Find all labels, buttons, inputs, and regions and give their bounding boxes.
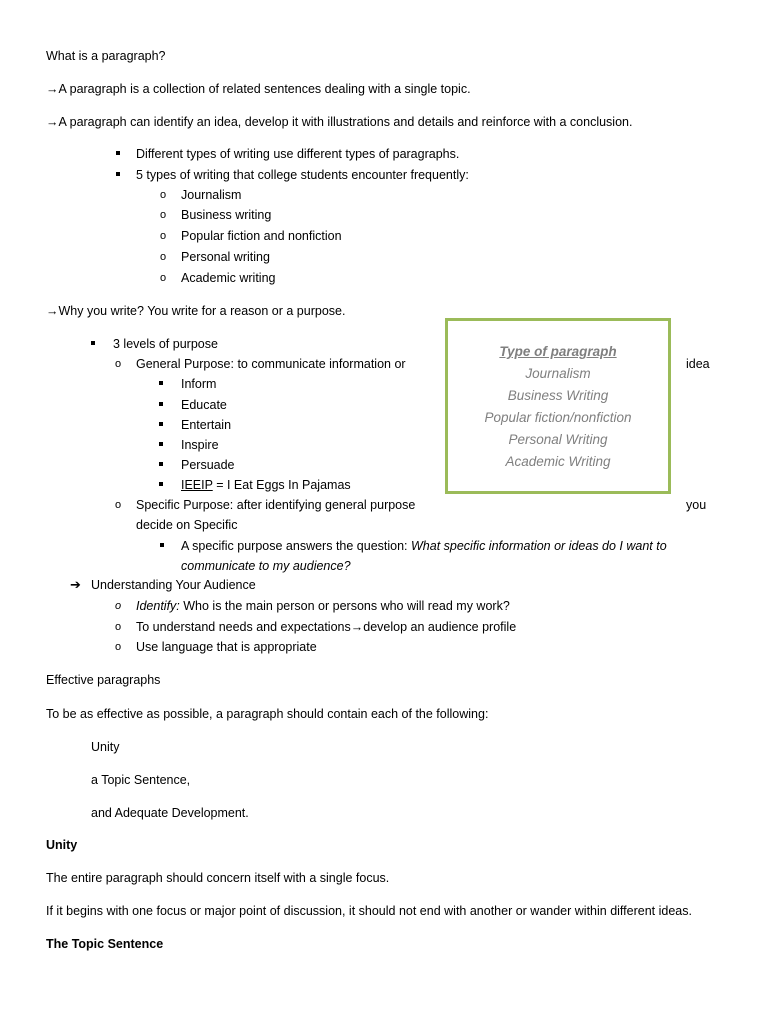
square-bullet-icon bbox=[116, 151, 120, 155]
list-item-ieeip: IEEIP = I Eat Eggs In Pajamas bbox=[181, 478, 351, 492]
general-purpose-end: idea bbox=[686, 357, 710, 371]
square-bullet-icon bbox=[116, 172, 120, 176]
list-item: Educate bbox=[181, 398, 227, 412]
list-item: Persuade bbox=[181, 458, 235, 472]
identify-item: Identify: Who is the main person or persons who will read my work? bbox=[136, 599, 510, 613]
list-item: Personal writing bbox=[181, 250, 270, 264]
specific-purpose-cont: decide on Specific bbox=[136, 518, 238, 532]
circle-bullet-icon: o bbox=[115, 621, 122, 633]
language-item: Use language that is appropriate bbox=[136, 640, 317, 654]
list-item: Entertain bbox=[181, 418, 232, 432]
circle-bullet-icon: o bbox=[115, 600, 122, 612]
circle-bullet-icon: o bbox=[160, 251, 167, 263]
circle-bullet-icon: o bbox=[160, 189, 167, 201]
effective-item: a Topic Sentence, bbox=[91, 773, 191, 787]
specific-answer: A specific purpose answers the question: What specific information or ideas do I want to bbox=[181, 539, 667, 553]
square-bullet-icon bbox=[159, 462, 163, 466]
unity-heading: Unity bbox=[46, 838, 78, 852]
effective-heading: Effective paragraphs bbox=[46, 673, 161, 687]
bullet-item: Different types of writing use different types of paragraphs. bbox=[136, 147, 460, 161]
square-bullet-icon bbox=[91, 341, 95, 345]
type-box-title: Type of paragraph bbox=[499, 344, 617, 359]
circle-bullet-icon: o bbox=[115, 358, 122, 370]
list-item: Business writing bbox=[181, 208, 272, 222]
specific-purpose-end: you bbox=[686, 498, 707, 512]
audience-heading: Understanding Your Audience bbox=[91, 578, 256, 592]
effective-intro: To be as effective as possible, a paragraph should contain each of the following: bbox=[46, 707, 489, 721]
type-box-item: Personal Writing bbox=[508, 432, 608, 447]
unity-paragraph: The entire paragraph should concern itself with a single focus. bbox=[46, 871, 390, 885]
arrow-right-icon: → bbox=[46, 304, 59, 318]
circle-bullet-icon: o bbox=[160, 209, 167, 221]
list-item: Academic writing bbox=[181, 271, 276, 285]
specific-answer-cont: communicate to my audience? bbox=[181, 559, 351, 573]
section-question: What is a paragraph? bbox=[46, 49, 166, 63]
needs-item: To understand needs and expectations→develop an audience profile bbox=[136, 620, 517, 634]
circle-bullet-icon: o bbox=[160, 230, 167, 242]
type-box-item: Business Writing bbox=[507, 388, 609, 403]
arrow-right-icon: → bbox=[350, 620, 364, 634]
list-item: Popular fiction and nonfiction bbox=[181, 229, 342, 243]
bullet-item: 5 types of writing that college students encounter frequently: bbox=[136, 168, 469, 182]
square-bullet-icon bbox=[159, 422, 163, 426]
square-bullet-icon bbox=[160, 543, 164, 547]
square-bullet-icon bbox=[159, 381, 163, 385]
arrow-right-icon: → bbox=[46, 82, 59, 96]
circle-bullet-icon: o bbox=[115, 499, 122, 511]
square-bullet-icon bbox=[159, 482, 163, 486]
square-bullet-icon bbox=[159, 402, 163, 406]
list-item: Inform bbox=[181, 377, 217, 391]
type-of-paragraph-box bbox=[445, 318, 671, 494]
general-purpose: General Purpose: to communicate information or bbox=[136, 357, 406, 371]
arrow-right-icon: → bbox=[46, 115, 59, 129]
type-box-item: Academic Writing bbox=[505, 454, 611, 469]
specific-purpose: Specific Purpose: after identifying general purpose bbox=[136, 498, 416, 512]
square-bullet-icon bbox=[159, 442, 163, 446]
effective-item: Unity bbox=[91, 740, 120, 754]
circle-bullet-icon: o bbox=[115, 641, 122, 653]
list-item: Journalism bbox=[181, 188, 242, 202]
why-write: →Why you write? You write for a reason or a purpose. bbox=[46, 304, 346, 318]
type-box-item: Popular fiction/nonfiction bbox=[484, 410, 632, 425]
circle-bullet-icon: o bbox=[160, 272, 167, 284]
effective-item: and Adequate Development. bbox=[91, 806, 249, 820]
topic-sentence-heading: The Topic Sentence bbox=[46, 937, 164, 951]
list-item: Inspire bbox=[181, 438, 219, 452]
type-box-item: Journalism bbox=[525, 366, 591, 381]
arrow-bullet-icon: ➔ bbox=[70, 577, 81, 592]
definition-2: →A paragraph can identify an idea, develop it with illustrations and details and reinforce with a conclusion. bbox=[46, 115, 633, 129]
bullet-item: 3 levels of purpose bbox=[113, 337, 218, 351]
unity-paragraph: If it begins with one focus or major point of discussion, it should not end with another or wander within different ideas. bbox=[46, 904, 692, 918]
definition-1: →A paragraph is a collection of related sentences dealing with a single topic. bbox=[46, 82, 471, 96]
ieeip-abbr: IEEIP bbox=[181, 478, 213, 492]
